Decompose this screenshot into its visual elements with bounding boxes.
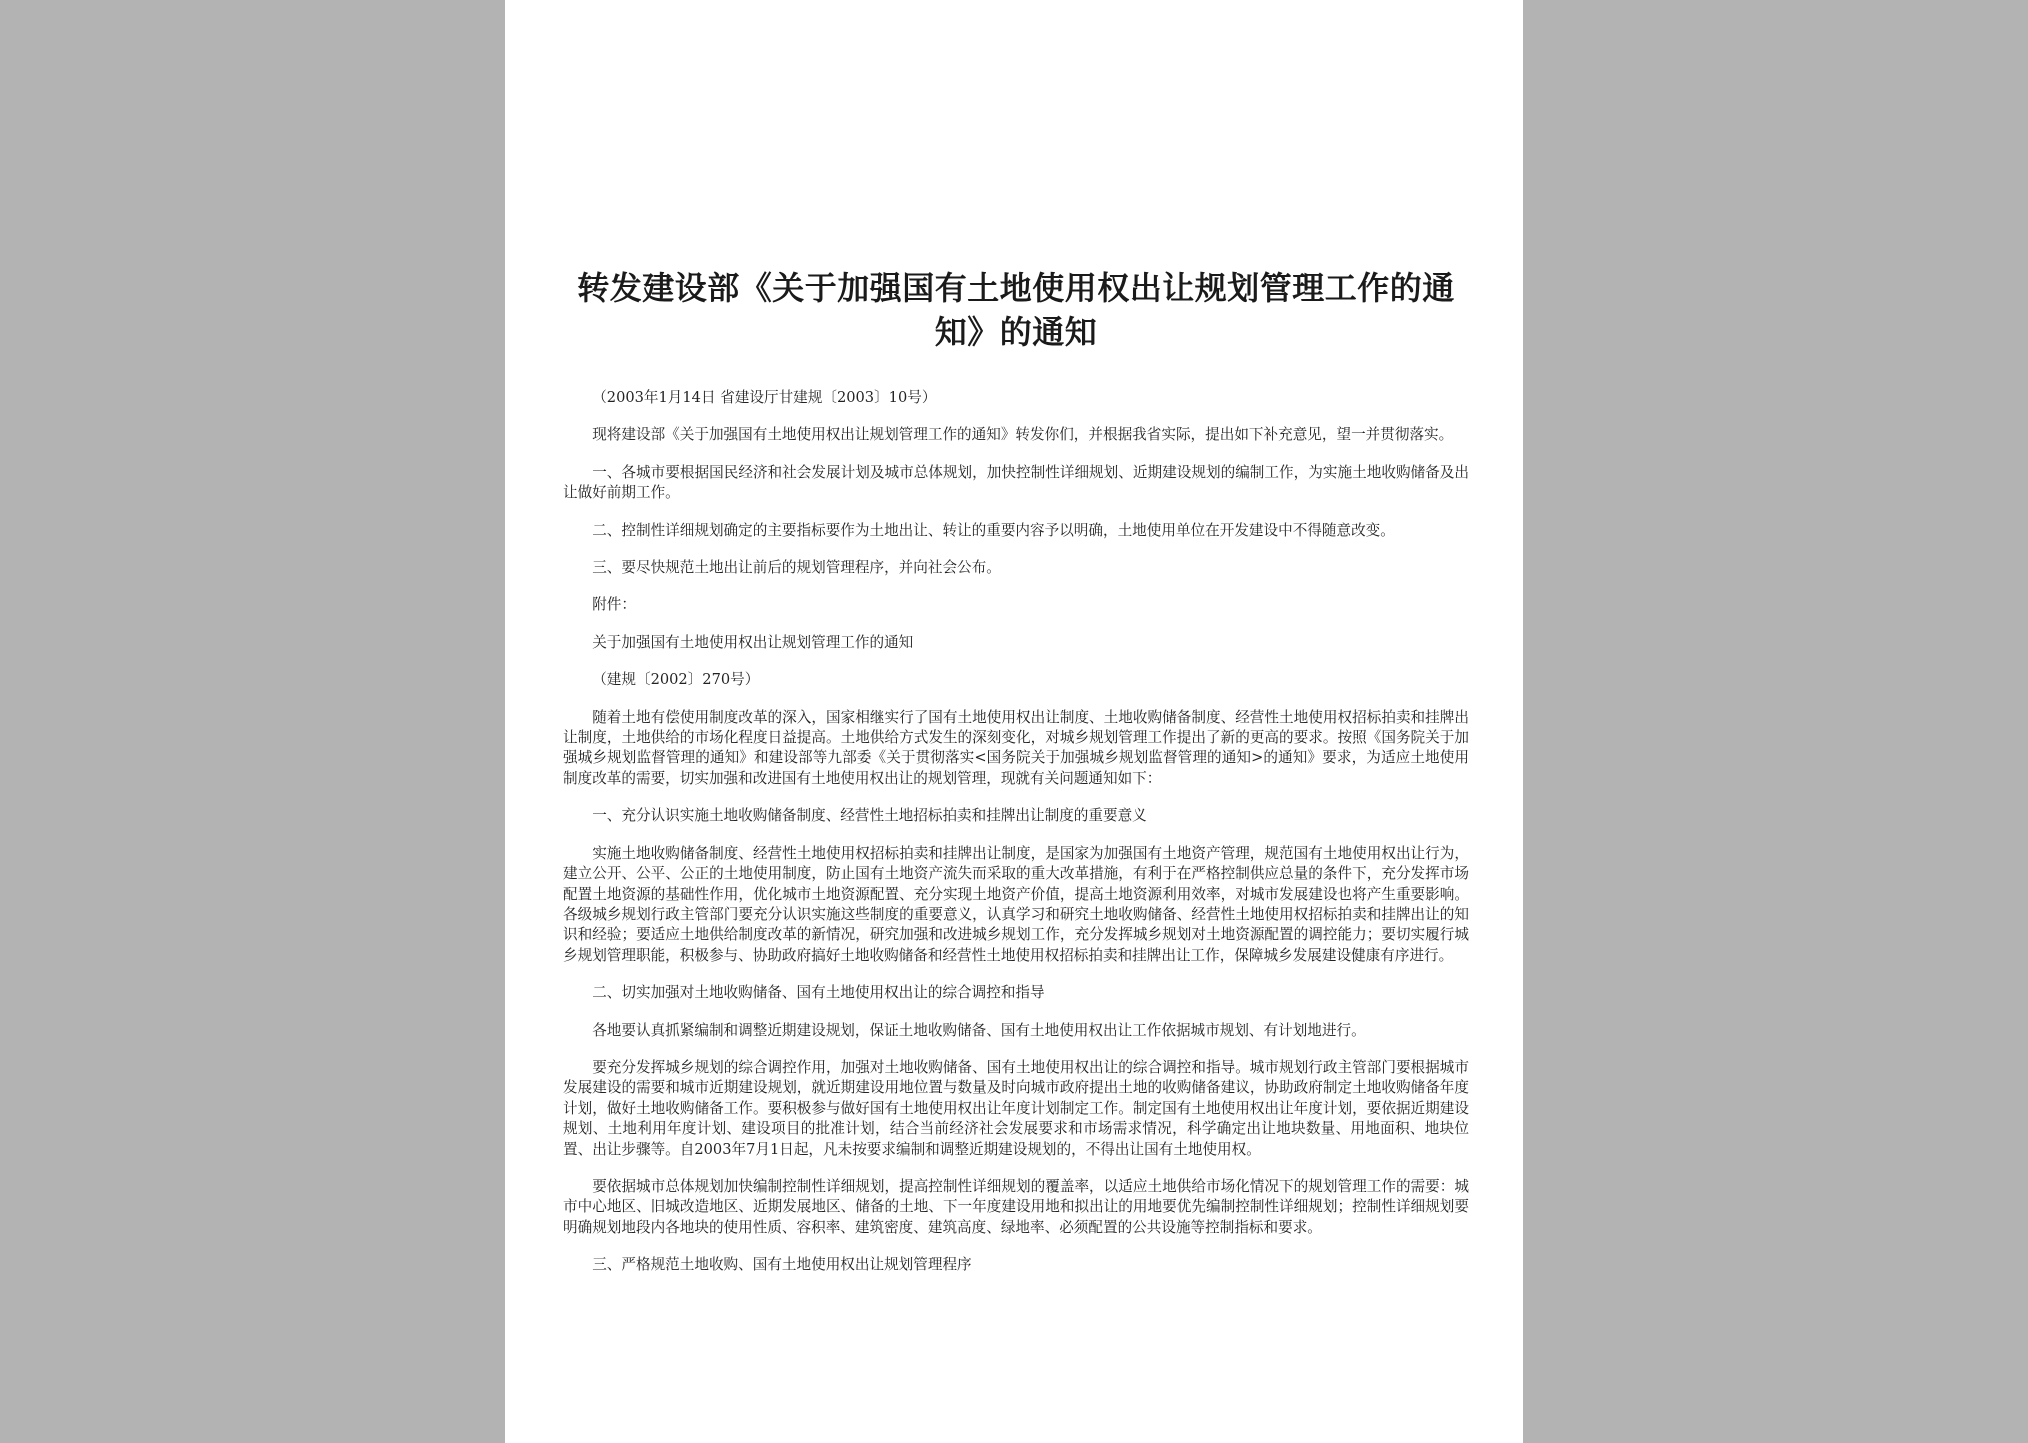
- section-2-body-3: 要依据城市总体规划加快编制控制性详细规划，提高控制性详细规划的覆盖率，以适应土地供给市场化情况下的规划管理工作的需要：城市中心地区、旧城改造地区、近期发展地区、储备的土地、下一年度建设用地和拟出让的用地要优先编制控制性详细规划；控制性详细规划要明确规划地段内各地块的使用性质、容积率、建筑密度、建筑高度、绿地率、必须配置的公共设施等控制指标和要求。: [563, 1177, 1469, 1236]
- supplement-item-3: 三、要尽快规范土地出让前后的规划管理程序，并向社会公布。: [592, 559, 1001, 577]
- attachment-number: （建规〔2002〕270号）: [592, 671, 760, 689]
- section-2-body-2: 要充分发挥城乡规划的综合调控作用，加强对土地收购储备、国有土地使用权出让的综合调控和指导。城市规划行政主管部门要根据城市发展建设的需要和城市近期建设规划，就近期建设用地位置与数量及时向城市政府提出土地的收购储备建议，协助政府制定土地收购储备年度计划，做好土地收购储备工作。要积极参与做好国有土地使用权出让年度计划制定工作。制定国有土地使用权出让年度计划，要依据近期建设规划、土地利用年度计划、建设项目的批准计划，结合当前经济社会发展要求和市场需求情况，科学确定出让地块数量、用地面积、地块位置、出让步骤等。自2003年7月1日起，凡未按要求编制和调整近期建设规划的，不得出让国有土地使用权。: [563, 1058, 1469, 1158]
- section-2-body-1: 各地要认真抓紧编制和调整近期建设规划，保证土地收购储备、国有土地使用权出让工作依据城市规划、有计划地进行。: [592, 1021, 1366, 1039]
- section-heading-1: 一、充分认识实施土地收购储备制度、经营性土地招标拍卖和挂牌出让制度的重要意义: [592, 807, 1147, 825]
- supplement-item-2: 二、控制性详细规划确定的主要指标要作为土地出让、转让的重要内容予以明确，土地使用单位在开发建设中不得随意改变。: [592, 521, 1395, 539]
- intro-paragraph: 现将建设部《关于加强国有土地使用权出让规划管理工作的通知》转发你们，并根据我省实际，提出如下补充意见，望一并贯彻落实。: [592, 426, 1454, 444]
- section-heading-3: 三、严格规范土地收购、国有土地使用权出让规划管理程序: [592, 1256, 972, 1274]
- supplement-item-1: 一、各城市要根据国民经济和社会发展计划及城市总体规划，加快控制性详细规划、近期建设规划的编制工作，为实施土地收购储备及出让做好前期工作。: [563, 463, 1469, 502]
- section-1-body: 实施土地收购储备制度、经营性土地使用权招标拍卖和挂牌出让制度，是国家为加强国有土地资产管理，规范国有土地使用权出让行为，建立公开、公平、公正的土地使用制度，防止国有土地资产流失而采取的重大改革措施，有利于在严格控制供应总量的条件下，充分发挥市场配置土地资源的基础性作用，优化城市土地资源配置、充分实现土地资产价值，提高土地资源利用效率，对城市发展建设也将产生重要影响。各级城乡规划行政主管部门要充分认识实施这些制度的重要意义，认真学习和研究土地收购储备、经营性土地使用权招标拍卖和挂牌出让的知识和经验；要适应土地供给制度改革的新情况，研究加强和改进城乡规划工作，充分发挥城乡规划对土地资源配置的调控能力；要切实履行城乡规划管理职能，积极参与、协助政府搞好土地收购储备和经营性土地使用权招标拍卖和挂牌出让工作，保障城乡发展建设健康有序进行。: [563, 844, 1469, 964]
- issue-info: （2003年1月14日 省建设厅甘建规〔2003〕10号）: [592, 389, 937, 406]
- document-page: [505, 0, 1523, 1443]
- section-heading-2: 二、切实加强对土地收购储备、国有土地使用权出让的综合调控和指导: [592, 984, 1045, 1002]
- document-title: 转发建设部《关于加强国有土地使用权出让规划管理工作的通知》的通知: [577, 269, 1455, 351]
- attachment-intro: 随着土地有偿使用制度改革的深入，国家相继实行了国有土地使用权出让制度、土地收购储备制度、经营性土地使用权招标拍卖和挂牌出让制度，土地供给的市场化程度日益提高。土地供给方式发生的深刻变化，对城乡规划管理工作提出了新的更高的要求。按照《国务院关于加强城乡规划监督管理的通知》和建设部等九部委《关于贯彻落实<国务院关于加强城乡规划监督管理的通知>的通知》要求，为适应土地使用制度改革的需要，切实加强和改进国有土地使用权出让的规划管理，现就有关问题通知如下：: [563, 708, 1469, 787]
- document-content: [563, 266, 1469, 1293]
- attachment-title: 关于加强国有土地使用权出让规划管理工作的通知: [592, 633, 914, 651]
- attachment-label: 附件：: [592, 596, 636, 614]
